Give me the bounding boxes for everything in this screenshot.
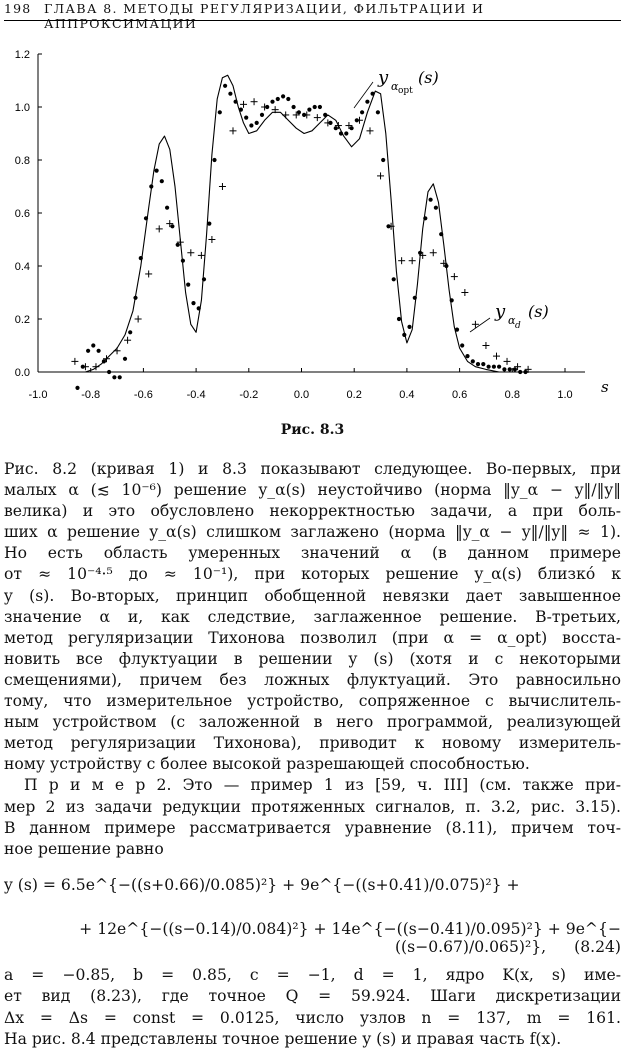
d-data-point — [198, 252, 205, 259]
label-opt-sub: α — [391, 80, 399, 93]
x-tick-label: 0.0 — [293, 389, 310, 401]
text-line: ному устройству с более высокой разрешающей способностью. — [4, 755, 530, 774]
d-data-point — [71, 358, 78, 365]
opt-data-point — [260, 113, 264, 117]
y-tick-label: 1.0 — [14, 102, 30, 114]
opt-data-point — [91, 343, 95, 347]
opt-data-point — [239, 108, 243, 112]
d-data-point — [219, 183, 226, 190]
d-data-point — [82, 363, 89, 370]
page-header — [4, 0, 621, 31]
opt-data-point — [323, 113, 327, 117]
x-tick-label: 0.2 — [346, 389, 362, 401]
opt-data-point — [97, 349, 101, 353]
label-d-arg: (s) — [528, 302, 549, 321]
opt-data-point — [407, 325, 411, 329]
d-data-point — [493, 353, 500, 360]
exact-solution-path — [78, 75, 526, 372]
d-data-point — [261, 104, 268, 111]
opt-data-point — [344, 131, 348, 135]
opt-data-point — [476, 362, 480, 366]
paragraph-1 — [4, 459, 621, 775]
d-data-point — [324, 119, 331, 126]
text-line: метод регуляризации Тихонова), приводит к новому измеритель- — [4, 734, 621, 753]
label-d-y: y — [495, 301, 506, 322]
page-number: 198 — [4, 1, 32, 16]
opt-data-point — [418, 251, 422, 255]
text-line: Δx = Δs = const = 0.0125, число узлов n = 137, m = 161. — [4, 1008, 621, 1027]
x-tick-label: -0.8 — [81, 389, 101, 401]
d-data-point — [145, 270, 152, 277]
x-tick-label: -0.2 — [239, 389, 259, 401]
running-head: ГЛАВА 8. МЕТОДЫ РЕГУЛЯРИЗАЦИИ, ФИЛЬТРАЦИИ И АППРОКСИМАЦИИ — [44, 1, 485, 31]
d-data-point — [377, 172, 384, 179]
d-data-point — [314, 114, 321, 121]
label-d-subsub: d — [515, 321, 521, 331]
y-tick-label: 0.6 — [14, 208, 30, 220]
leader-line-d — [470, 318, 490, 332]
d-data-point — [251, 98, 258, 105]
d-data-point — [229, 127, 236, 134]
opt-data-point — [128, 330, 132, 334]
opt-data-point — [381, 158, 385, 162]
text-line: смещениями), причем без ложных флуктуаций. Это равносильно — [4, 670, 621, 689]
exact-solution-line — [78, 75, 526, 372]
text-line: новить все флуктуации в решении y (s) (хотя и с некоторыми — [4, 649, 621, 668]
d-data-point — [461, 289, 468, 296]
opt-data-point — [276, 97, 280, 101]
opt-data-point — [139, 256, 143, 260]
text-line: малых α (≲ 10⁻⁶) решение y_α(s) неустойчиво (норма ‖y_α − y‖/‖y‖ — [4, 481, 621, 500]
x-tick-label: -0.6 — [133, 389, 153, 401]
d-data-point — [504, 358, 511, 365]
opt-data-point — [334, 126, 338, 130]
opt-data-point — [365, 100, 369, 104]
opt-data-point — [434, 206, 438, 210]
d-data-point — [303, 111, 310, 118]
opt-data-point — [223, 84, 227, 88]
text-line: тому, что измерительное устройство, сопряженное с вычислитель- — [4, 692, 621, 711]
text-line: Но есть область умеренных значений α (в данном примере — [4, 544, 621, 563]
label-d-sub: α — [508, 314, 516, 327]
opt-data-point — [244, 116, 248, 120]
opt-data-point — [191, 301, 195, 305]
opt-data-point — [149, 184, 153, 188]
equation-line-1 — [4, 876, 621, 894]
d-data-point — [282, 111, 289, 118]
x-tick-label: -0.4 — [186, 389, 206, 401]
equation-line-2 — [4, 920, 621, 956]
opt-data-point — [286, 97, 290, 101]
opt-data-point — [497, 365, 501, 369]
d-data-point — [451, 273, 458, 280]
d-data-point — [356, 117, 363, 124]
opt-data-point — [513, 367, 517, 371]
opt-data-point — [218, 110, 222, 114]
opt-data-point — [170, 224, 174, 228]
opt-data-point — [133, 296, 137, 300]
x-tick-label: 0.8 — [504, 389, 520, 401]
alpha-d-plus-markers — [71, 98, 531, 373]
d-data-point — [240, 101, 247, 108]
text-line: велика) и это обусловлено некорректностью задачи, а при боль- — [4, 502, 621, 521]
opt-data-point — [176, 243, 180, 247]
opt-data-point — [376, 110, 380, 114]
figure-caption: Рис. 8.3 — [280, 422, 345, 438]
opt-data-point — [107, 370, 111, 374]
opt-data-point — [465, 354, 469, 358]
equation-number: (8.24) — [574, 938, 621, 956]
text-line: В данном примере рассматривается уравнение (8.11), причем точ- — [4, 818, 621, 837]
text-line: от ≈ 10⁻⁴·⁵ до ≈ 10⁻¹), при которых решение y_α(s) близко́ к — [4, 565, 621, 584]
curve-annotations — [354, 67, 609, 396]
d-data-point — [430, 249, 437, 256]
opt-data-point — [144, 216, 148, 220]
x-tick-labels — [29, 389, 573, 401]
label-opt-arg: (s) — [418, 68, 439, 87]
opt-data-point — [112, 375, 116, 379]
x-tick-label: -1.0 — [28, 389, 48, 401]
label-opt-y: y — [378, 67, 389, 88]
body-text — [4, 459, 621, 860]
x-tick-label: 1.0 — [557, 389, 573, 401]
opt-data-point — [444, 264, 448, 268]
opt-data-point — [339, 131, 343, 135]
text-line: ное решение равно — [4, 839, 164, 858]
opt-data-point — [86, 349, 90, 353]
y-tick-labels — [15, 49, 30, 379]
opt-data-point — [360, 110, 364, 114]
text-line: Рис. 8.2 (кривая 1) и 8.3 показывают следующее. Во-первых, при — [4, 460, 621, 478]
opt-data-point — [202, 277, 206, 281]
opt-data-point — [523, 370, 527, 374]
x-tick-label: 0.4 — [399, 389, 415, 401]
opt-data-point — [413, 296, 417, 300]
d-data-point — [124, 337, 131, 344]
x-axis-label: s — [601, 378, 609, 396]
y-tick-label: 0.2 — [14, 314, 30, 326]
opt-data-point — [75, 386, 79, 390]
equation-8-24-part1: y (s) = 6.5e^{−((s+0.66)/0.085)²} + 9e^{−((s+0.41)/0.075)²} + — [4, 876, 520, 894]
opt-data-point — [249, 123, 253, 127]
text-line: ших α решение y_α(s) слишком заглажено (норма ‖y_α − y‖/‖y‖ ≈ 1). — [4, 523, 621, 542]
d-data-point — [187, 249, 194, 256]
text-line: мер 2 из задачи редукции протяженных сигналов, п. 3.2, рис. 3.15). — [4, 797, 621, 816]
figure-8-3-chart — [0, 30, 625, 415]
opt-data-point — [297, 110, 301, 114]
opt-data-point — [450, 298, 454, 302]
d-data-point — [367, 127, 374, 134]
opt-data-point — [281, 94, 285, 98]
opt-data-point — [508, 367, 512, 371]
opt-data-point — [481, 362, 485, 366]
opt-data-point — [492, 365, 496, 369]
opt-data-point — [471, 359, 475, 363]
y-tick-label: 0.8 — [14, 155, 30, 167]
label-opt-subsub: opt — [398, 86, 413, 96]
opt-data-point — [212, 158, 216, 162]
alpha-opt-dots — [75, 84, 527, 390]
x-tick-label: 0.6 — [451, 389, 468, 401]
d-data-point — [156, 225, 163, 232]
text-line: ет вид (8.23), где точное Q = 59.924. Шаги дискретизации — [4, 987, 621, 1006]
text-line: ным устройством (с заложенной в него программой, реализующей — [4, 713, 621, 732]
y-tick-label: 0.4 — [14, 261, 30, 273]
d-data-point — [135, 316, 142, 323]
y-tick-label: 0.0 — [14, 367, 30, 379]
opt-data-point — [455, 328, 459, 332]
opt-data-point — [487, 365, 491, 369]
opt-data-point — [371, 92, 375, 96]
opt-data-point — [423, 216, 427, 220]
opt-data-point — [228, 92, 232, 96]
opt-data-point — [123, 357, 127, 361]
opt-data-point — [207, 222, 211, 226]
tail-text — [4, 965, 621, 1051]
opt-data-point — [350, 126, 354, 130]
equation-8-24-part2: + 12e^{−((s−0.14)/0.084)²} + 14e^{−((s−0.41)/0.095)²} + 9e^{−((s−0.67)/0.065)²}, — [79, 920, 621, 956]
opt-data-point — [318, 105, 322, 109]
text-line: На рис. 8.4 представлены точное решение y (s) и правая часть f(x). — [4, 1030, 562, 1049]
text-line: y (s). Во-вторых, принцип обобщенной невязки дает завышенное — [4, 586, 621, 605]
opt-data-point — [518, 370, 522, 374]
d-data-point — [208, 236, 215, 243]
text-line: П р и м е р 2. Это — пример 1 из [59, ч. III] (см. также при- — [24, 776, 621, 795]
opt-data-point — [307, 108, 311, 112]
opt-data-point — [429, 198, 433, 202]
opt-data-point — [439, 232, 443, 236]
y-tick-label: 1.2 — [14, 49, 30, 61]
opt-data-point — [313, 105, 317, 109]
opt-data-point — [397, 317, 401, 321]
text-line: a = −0.85, b = 0.85, c = −1, d = 1, ядро K(x, s) име- — [4, 966, 621, 984]
opt-data-point — [460, 343, 464, 347]
text-line: метод регуляризации Тихонова позволил (при α = α_opt) восста- — [4, 628, 621, 647]
opt-data-point — [402, 333, 406, 337]
paragraph-2 — [4, 775, 621, 859]
d-data-point — [398, 257, 405, 264]
opt-data-point — [186, 283, 190, 287]
d-data-point — [482, 342, 489, 349]
opt-data-point — [102, 359, 106, 363]
opt-data-point — [181, 259, 185, 263]
text-line: значение α и, как следствие, заглаженное решение. В-третьих, — [4, 607, 621, 626]
d-data-point — [114, 347, 121, 354]
opt-data-point — [234, 100, 238, 104]
d-data-point — [409, 257, 416, 264]
opt-data-point — [255, 121, 259, 125]
opt-data-point — [270, 100, 274, 104]
opt-data-point — [155, 169, 159, 173]
opt-data-point — [118, 375, 122, 379]
opt-data-point — [160, 179, 164, 183]
chart-axes — [38, 54, 585, 372]
opt-data-point — [165, 206, 169, 210]
opt-data-point — [292, 105, 296, 109]
opt-data-point — [502, 367, 506, 371]
opt-data-point — [197, 306, 201, 310]
opt-data-point — [392, 277, 396, 281]
